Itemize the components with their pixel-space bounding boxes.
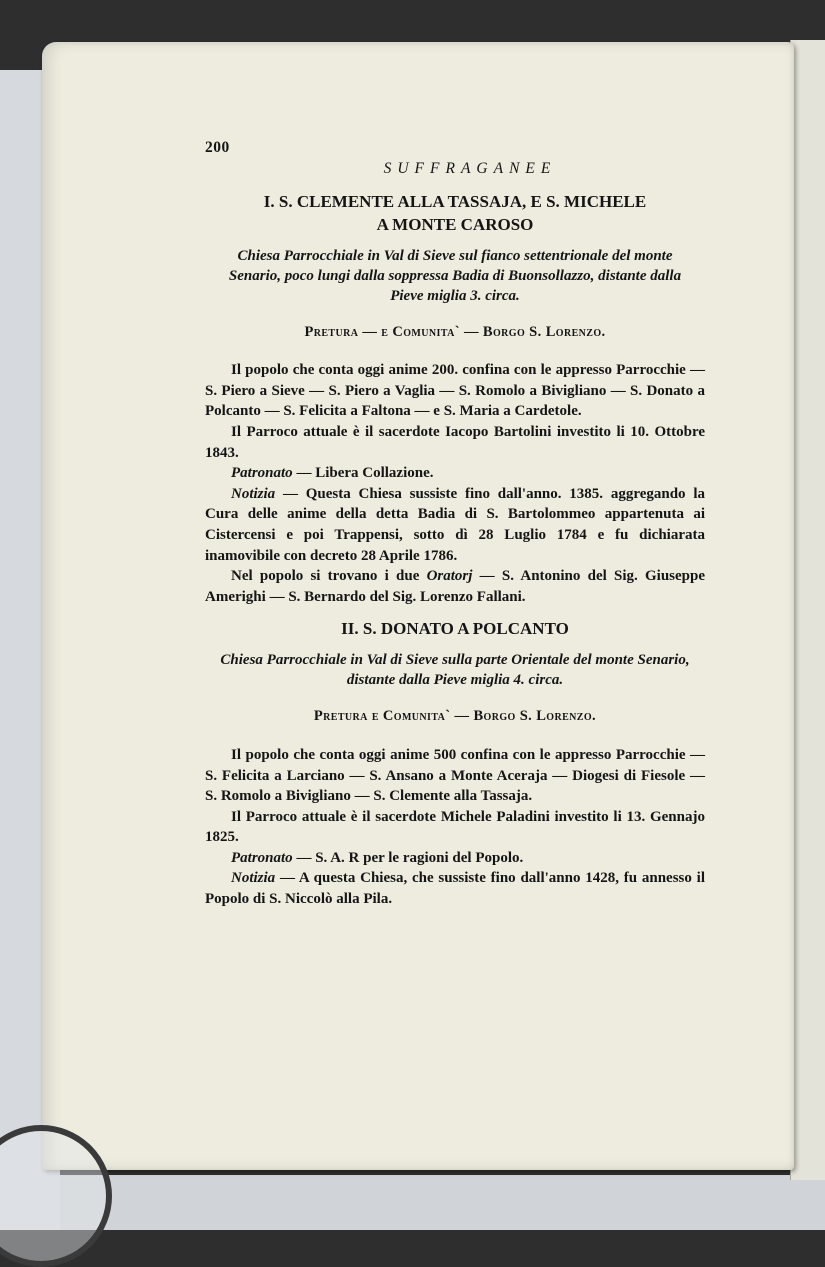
section-1-paragraph-popolo: Il popolo che conta oggi anime 200. confina con le appresso Parrocchie — S. Piero a Sieve — S. Piero a Vaglia — S. Romolo a Bivigliano — S. Donato a Polcanto — S. Felicita a Faltona — e S. Maria a Cardetole.: [205, 362, 705, 420]
section-1-paragraph-parroco: Il Parroco attuale è il sacerdote Iacopo Bartolini investito li 10. Ottobre 1843.: [205, 423, 705, 461]
section-1-paragraph-patronato: [205, 463, 705, 484]
notizia-text: — Questa Chiesa sussiste fino dall'anno. 1385. aggregando la Cura delle anime della detta Badia di S. Bartolommeo appartenuta ai Cistercensi e poi Trappensi, sotto dì 28 Luglio 1784 e fu dichiarata inamovibile con decreto 28 Aprile 1786.: [205, 485, 705, 564]
section-2-paragraph-parroco: Il Parroco attuale è il sacerdote Michele Paladini investito li 13. Gennajo 1825.: [205, 808, 705, 846]
notizia-label: Notizia: [231, 870, 276, 887]
page-text: [205, 138, 705, 910]
section-1-title-line-2: A MONTE CAROSO: [376, 214, 534, 234]
section-1-paragraph-notizia: [205, 484, 705, 566]
next-page-edge: [790, 40, 825, 1180]
section-1-title-line-1: I. S. CLEMENTE ALLA TASSAJA, E S. MICHELE: [263, 191, 647, 211]
oratorj-text-b: — S. Antonino del Sig. Giuseppe Amerighi — S. Bernardo del Sig. Lorenzo Fallani.: [205, 568, 706, 605]
patronato-label: Patronato: [231, 849, 293, 866]
notizia-text: — A questa Chiesa, che sussiste fino dall'anno 1428, fu annesso il Popolo di S. Niccolò alla Pila.: [205, 870, 705, 908]
patronato-text: — Libera Collazione.: [292, 465, 434, 482]
section-2-pretura: Pretura e Comunita` — Borgo S. Lorenzo.: [313, 708, 597, 725]
section-2-paragraph-notizia: [205, 868, 705, 909]
page-number: 200: [205, 139, 230, 156]
section-2-paragraph-popolo: Il popolo che conta oggi anime 500 confina con le appresso Parrocchie — S. Felicita a Larciano — S. Ansano a Monte Aceraja — Diogesi di Fiesole — S. Romolo a Bivigliano — S. Clemente alla Tassaja.: [205, 746, 705, 805]
background-bottom: [60, 1175, 825, 1230]
oratorj-text-a: Nel popolo si trovano i due: [231, 568, 427, 585]
section-2-title: II. S. DONATO A POLCANTO: [341, 619, 569, 639]
section-1-pretura: Pretura — e Comunita` — Borgo S. Lorenzo.: [304, 323, 606, 340]
notizia-label: Notizia: [231, 485, 276, 502]
patronato-text: — S. A. R per le ragioni del Popolo.: [292, 849, 524, 866]
patronato-label: Patronato: [231, 465, 293, 482]
section-2-paragraph-patronato: [205, 848, 705, 869]
running-head: SUFFRAGANEE: [383, 160, 557, 177]
section-1-title: [205, 190, 705, 236]
oratorj-term: Oratorj: [426, 568, 473, 585]
section-2-description: Chiesa Parrocchiale in Val di Sieve sulla parte Orientale del monte Senario, distante dalla Pieve miglia 4. circa.: [220, 652, 690, 689]
section-1-description: Chiesa Parrocchiale in Val di Sieve sul fianco settentrionale del monte Senario, poco lungi dalla soppressa Badia di Buonsollazzo, distante dalla Pieve miglia 3. circa.: [228, 247, 682, 304]
section-1-paragraph-oratorj: [205, 566, 705, 607]
